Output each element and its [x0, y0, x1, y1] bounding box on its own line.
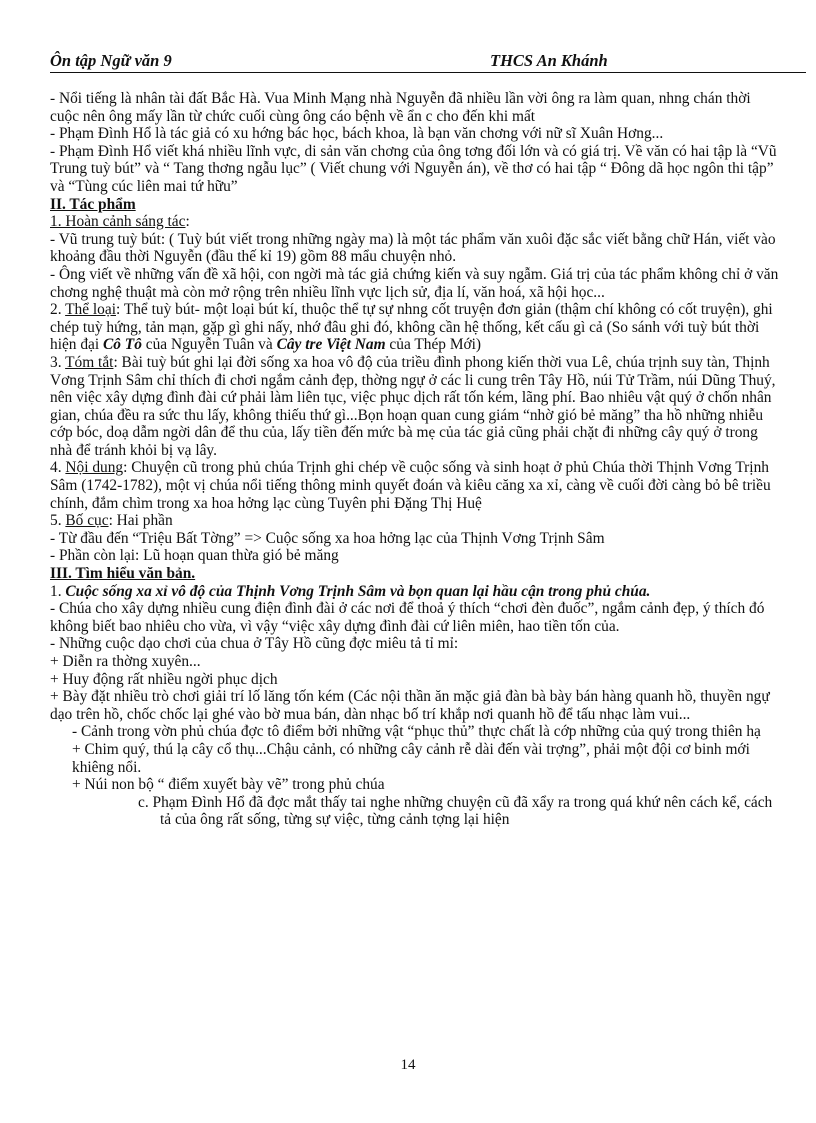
paragraph: - Nổi tiếng là nhân tài đất Bắc Hà. Vua Minh Mạng nhà Nguyễn đã nhiều lần vời ông ra làm quan, nhng chán thời cuộc nên ông mấy lần từ chức cuối cùng ông cáo bệnh về ẩn c cho đến khi mất — [50, 90, 751, 125]
paragraph — [50, 354, 780, 460]
section-heading-works: II. Tác phẩm — [50, 195, 136, 213]
paragraph — [50, 213, 780, 231]
paragraph: + Bày đặt nhiều trò chơi giải trí lố lăng tốn kém (Các nội thần ăn mặc giả đàn bà bày bán hàng quanh hồ, thuyền ngự dạo trên hồ, chốc chốc lại ghé vào bờ mua bán, dàn nhạc bố trí khắp nơi quanh hồ để tấu nhạc làm vui... — [50, 688, 770, 723]
text-run: : — [185, 213, 190, 231]
indented-paragraph: + Chim quý, thú lạ cây cổ thụ...Chậu cảnh, có những cây cảnh rễ dài đến vài trợng”, phải một đội cơ binh mới khiêng nổi. — [72, 740, 750, 776]
text-run: : Hai phần — [108, 512, 173, 530]
subheading: Tóm tắt — [65, 353, 114, 371]
work-title: Cây tre Việt Nam — [276, 336, 386, 354]
text-run: : Chuyện cũ trong phủ chúa Trịnh ghi chép về cuộc sống và sinh hoạt ở phủ Chúa thời Thịnh Vơng Trịnh Sâm (1742-1782), một vị chúa nổi tiếng thông minh quyết đoán và kiêu căng xa xỉ, càng về cuối đời càng bỏ bê triều chính, đắm chìm trong xa hoa hởng lạc cùng Tuyên phi Đặng Thị Huệ — [50, 459, 771, 512]
subheading: Cuộc sống xa xỉ vô độ của Thịnh Vơng Trịnh Sâm và bọn quan lại hầu cận trong phủ chúa. — [65, 582, 651, 600]
paragraph — [50, 583, 780, 601]
subheading: Bố cục — [65, 512, 109, 530]
indented-bullet: - Cảnh trong vờn phủ chúa đợc tô điểm bởi những vật “phục thủ” thực chất là cớp những của quý trong thiên hạ — [72, 723, 761, 741]
text-run: của Nguyễn Tuân và — [141, 336, 277, 354]
paragraph: + Huy động rất nhiều ngời phục dịch — [50, 670, 278, 688]
text-run: : Bài tuỳ bút ghi lại đời sống xa hoa vô độ của triều đình phong kiến thời vua Lê, chúa trịnh suy tàn, Thịnh Vơng Trịnh Sâm chỉ thích đi chơi ngắm cảnh đẹp, thờng ngự ở các li cung trên Tây Hồ, núi Tử Trầm, núi Dũng Thuý, nên việc xây dựng đình đài cứ phải làm liên tục, việc phục dịch rất tốn kém, lãng phí. Bao nhiêu vật quý ở chốn nhân gian, chúa đều ra sức thu lấy, không thiếu thứ gì...Bọn hoạn quan cung giám “nhờ gió bẻ măng” tha hồ những nhiễu cớp bóc, doạ dẫm ngời dân để thu của, lấy tiền đến mức bà mẹ của tác giả cũng phải chặt đi những cây quý ở trong nhà để tránh khỏi bị vạ lây. — [50, 353, 776, 459]
text-run: : Thể tuỳ bút- một loại bút kí, thuộc thể tự sự nhng cốt truyện đơn giản (thậm chí không có cốt truyện), ghi chép tuỳ hứng, tản mạn, gặp gì ghi nấy, nhớ đâu ghi đó, không cần hệ thống, kết cấu gì cả (So sánh với tuỳ bút thời hiện đại — [50, 301, 773, 354]
document-body — [50, 90, 780, 829]
paragraph: - Những cuộc dạo chơi của chua ở Tây Hồ cũng đợc miêu tả tỉ mỉ: — [50, 635, 459, 653]
paragraph — [50, 301, 780, 354]
text-run: của Thép Mới) — [385, 336, 482, 354]
paragraph: - Phạm Đình Hổ viết khá nhiều lĩnh vực, di sản văn chơng của ông tơng đối lớn và có giá trị. Về văn có hai tập là “Vũ Trung tuỳ bút” và “ Tang thơng ngẫu lục” ( Viết chung với Nguyễn án), về thơ có hai tập “ Đông dã học ngôn thi tập” và “Tùng cúc liên mai tứ hữu” — [50, 142, 777, 195]
list-number: 5. — [50, 512, 66, 530]
section-heading-analysis: III. Tìm hiểu văn bản. — [50, 565, 196, 583]
subheading: 1. Hoàn cảnh sáng tác — [50, 213, 186, 231]
subheading: Thể loại — [65, 301, 116, 319]
list-number: 1. — [50, 582, 66, 600]
paragraph — [50, 459, 780, 512]
paragraph: - Phần còn lại: Lũ hoạn quan thừa gió bẻ măng — [50, 547, 339, 565]
paragraph: - Vũ trung tuỳ bút: ( Tuỳ bút viết trong những ngày ma) là một tác phẩm văn xuôi đặc sắc viết bằng chữ Hán, viết vào khoảng đầu thời Nguyễn (đầu thế kỉ 19) gồm 88 mẩu chuyện nhỏ. — [50, 230, 776, 266]
paragraph: - Phạm Đình Hổ là tác giả có xu hớng bác học, bách khoa, là bạn văn chơng với nữ sĩ Xuân Hơng... — [50, 125, 664, 143]
paragraph: + Diễn ra thờng xuyên... — [50, 653, 201, 670]
paragraph: - Ông viết về những vấn đề xã hội, con ngời mà tác giả chứng kiến và suy ngẫm. Giá trị của tác phẩm không chỉ ở văn chơng nghệ thuật mà còn mở rộng trên nhiều lĩnh vực lịch sử, địa lí, văn hoá, xã hội học... — [50, 265, 779, 301]
list-number: 2. — [50, 301, 66, 319]
indented-paragraph: c. Phạm Đình Hổ đã đợc mắt thấy tai nghe những chuyện cũ đã xẩy ra trong quá khứ nên cách kể, cách tả của ông rất sống, từng sự việc, từng cảnh tợng lại hiện — [138, 793, 773, 829]
header-school-name: THCS An Khánh — [490, 51, 608, 70]
page-number: 14 — [400, 1057, 416, 1073]
paragraph: - Từ đầu đến “Triệu Bất Tờng” => Cuộc sống xa hoa hởng lạc của Thịnh Vơng Trịnh Sâm — [50, 529, 605, 547]
page-header — [50, 52, 806, 73]
paragraph — [50, 512, 780, 530]
header-course-title: Ôn tập Ngữ văn 9 — [50, 51, 172, 70]
indented-paragraph: + Núi non bộ “ điểm xuyết bày vẽ” trong phủ chúa — [72, 776, 385, 794]
list-number: 4. — [50, 459, 66, 477]
work-title: Cô Tô — [103, 336, 142, 354]
list-number: 3. — [50, 353, 66, 371]
paragraph: - Chúa cho xây dựng nhiều cung điện đình đài ở các nơi để thoả ý thích “chơi đèn đuốc”, ngắm cảnh đẹp, ý thích đó không biết bao nhiêu cho vừa, vì vậy “việc xây dựng đình đài cứ liên miên, hao tiền tốn của. — [50, 600, 765, 635]
subheading: Nội dung — [65, 459, 124, 477]
